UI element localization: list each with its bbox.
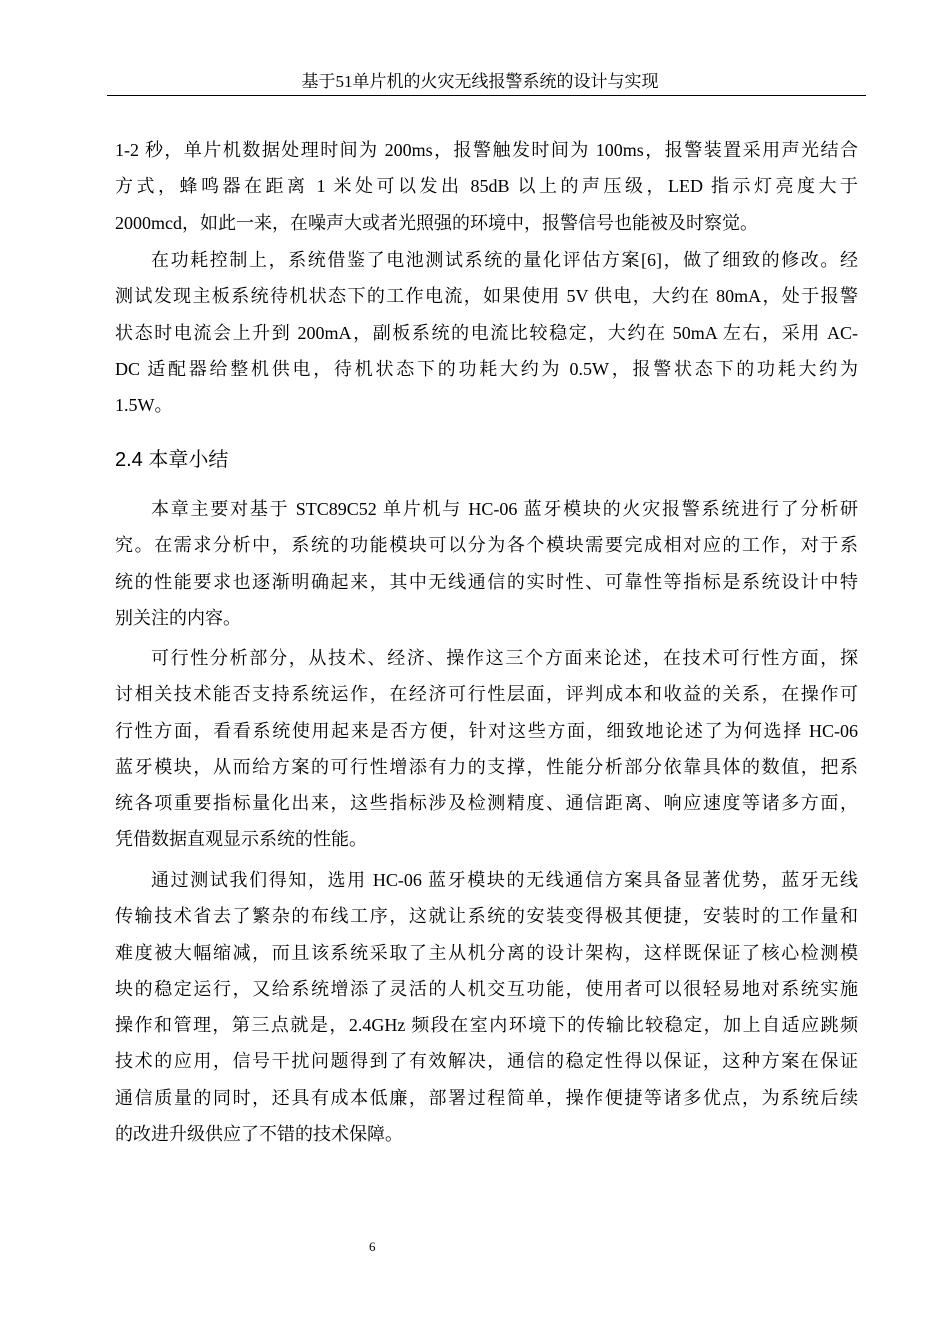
header-rule xyxy=(107,95,866,96)
text-line: 别关注的内容。 xyxy=(115,607,241,628)
paragraph-summary-3 xyxy=(115,862,858,1152)
text-line: 技术的应用，信号干扰问题得到了有效解决，通信的稳定性得以保证，这种方案在保证 xyxy=(115,1051,858,1072)
text-line: 操作和管理，第三点就是，2.4GHz 频段在室内环境下的传输比较稳定，加上自适应跳频 xyxy=(115,1015,858,1036)
running-header-title: 基于51单片机的火灾无线报警系统的设计与实现 xyxy=(301,72,659,91)
text-line: 可行性分析部分，从技术、经济、操作这三个方面来论述，在技术可行性方面，探 xyxy=(151,648,858,668)
section-heading: 2.4 本章小结 xyxy=(115,449,229,471)
paragraph-continued xyxy=(115,132,858,241)
text-line: 通信质量的同时，还具有成本低廉，部署过程简单，操作便捷等诸多优点，为系统后续 xyxy=(115,1087,858,1108)
text-line: 状态时电流会上升到 200mA，副板系统的电流比较稳定，大约在 50mA 左右，采用 AC- xyxy=(115,322,858,343)
text-line: 本章主要对基于 STC89C52 单片机与 HC-06 蓝牙模块的火灾报警系统进行了分析研 xyxy=(151,499,858,519)
page-number: 6 xyxy=(369,1239,376,1254)
text-line: 1-2 秒，单片机数据处理时间为 200ms，报警触发时间为 100ms，报警装置采用声光结合 xyxy=(115,140,858,160)
text-line: 通过测试我们得知，选用 HC-06 蓝牙模块的无线通信方案具备显著优势，蓝牙无线 xyxy=(151,870,858,890)
text-line: 1.5W。 xyxy=(115,395,173,416)
text-line: 蓝牙模块，从而给方案的可行性增添有力的支撑，性能分析部分依靠具体的数值，把系 xyxy=(115,756,858,777)
paragraph-summary-2 xyxy=(115,640,858,858)
text-line: 传输技术省去了繁杂的布线工序，这就让系统的安装变得极其便捷，安装时的工作量和 xyxy=(115,906,858,927)
text-line: 难度被大幅缩减，而且该系统采取了主从机分离的设计架构，这样既保证了核心检测模 xyxy=(115,942,858,963)
text-line: 统各项重要指标量化出来，这些指标涉及检测精度、通信距离、响应速度等诸多方面， xyxy=(115,793,858,814)
paragraph-power xyxy=(115,242,858,423)
text-line: 的改进升级供应了不错的技术保障。 xyxy=(115,1124,403,1145)
text-line: 块的稳定运行，又给系统增添了灵活的人机交互功能，使用者可以很轻易地对系统实施 xyxy=(115,978,858,999)
text-line: 2000mcd，如此一来，在噪声大或者光照强的环境中，报警信号也能被及时察觉。 xyxy=(115,212,758,233)
text-line: 方式，蜂鸣器在距离 1 米处可以发出 85dB 以上的声压级，LED 指示灯亮度大于 xyxy=(115,176,858,197)
text-line: 测试发现主板系统待机状态下的工作电流，如果使用 5V 供电，大约在 80mA，处于报警 xyxy=(115,286,858,307)
text-line: DC 适配器给整机供电，待机状态下的功耗大约为 0.5W，报警状态下的功耗大约为 xyxy=(115,358,858,379)
text-line: 统的性能要求也逐渐明确起来，其中无线通信的实时性、可靠性等指标是系统设计中特 xyxy=(115,571,858,592)
text-line: 在功耗控制上，系统借鉴了电池测试系统的量化评估方案[6]，做了细致的修改。经 xyxy=(151,250,858,270)
paragraph-summary-1 xyxy=(115,491,858,636)
text-line: 讨相关技术能否支持系统运作，在经济可行性层面，评判成本和收益的关系，在操作可 xyxy=(115,684,858,705)
text-line: 究。在需求分析中，系统的功能模块可以分为各个模块需要完成相对应的工作，对于系 xyxy=(115,535,858,556)
text-line: 行性方面，看看系统使用起来是否方便，针对这些方面，细致地论述了为何选择 HC-06 xyxy=(115,720,858,741)
text-line: 凭借数据直观显示系统的性能。 xyxy=(115,829,367,850)
